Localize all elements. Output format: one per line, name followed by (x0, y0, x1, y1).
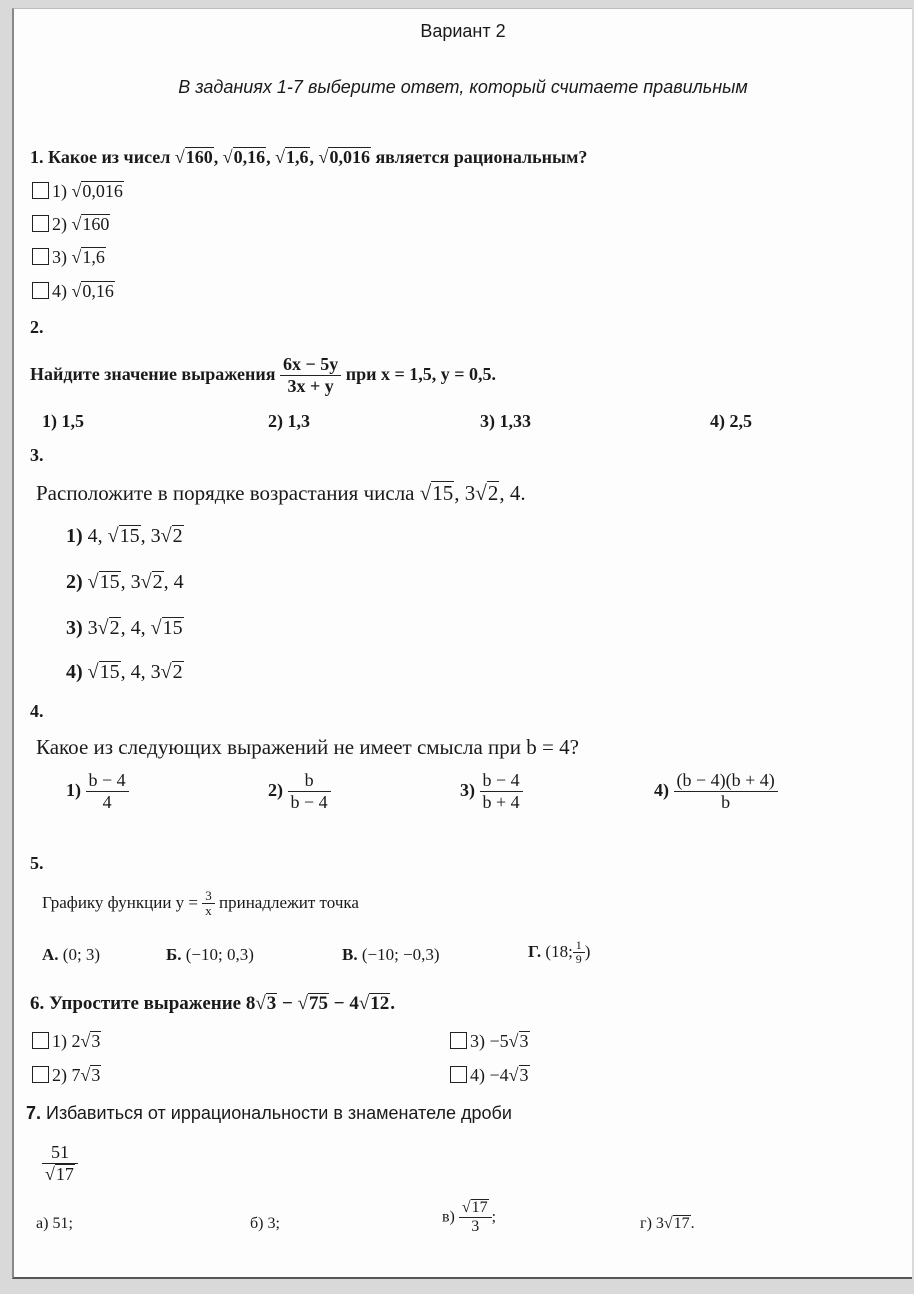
option-value: 3; (267, 1215, 280, 1232)
radicand: 15 (432, 481, 454, 505)
fraction (459, 1199, 492, 1236)
option-value: ) (584, 941, 591, 961)
question-number: 2. (30, 317, 44, 337)
option-value: ; (491, 1208, 497, 1226)
radicand: 17 (673, 1215, 690, 1232)
question-7 (26, 1103, 512, 1124)
option-4[interactable]: 4) √15, 4, 3√2 (66, 661, 183, 683)
question-4-text: Какое из следующих выражений не имеет смысла при b = 4? (36, 735, 579, 759)
answer-checkbox[interactable] (450, 1066, 467, 1083)
option-v[interactable] (342, 945, 440, 965)
question-2 (30, 355, 496, 396)
option-g[interactable]: г) 3√17. (640, 1215, 695, 1232)
radicand: 1,6 (82, 247, 105, 267)
denominator: x (202, 903, 215, 919)
option-b[interactable] (166, 945, 254, 965)
numerator: 3 (205, 888, 212, 903)
question-text: Расположите в порядке возрастания числа (36, 481, 415, 505)
term: , 4, (120, 617, 151, 639)
option-a[interactable] (42, 945, 100, 965)
question-number: 7. (26, 1103, 42, 1123)
option-label: а) (36, 1215, 49, 1232)
option-label: 4) (654, 779, 669, 800)
option-1[interactable]: 1) 4, √15, 3√2 (66, 525, 183, 547)
option-3[interactable]: 3) 3√2, 4, √15 (66, 617, 183, 639)
option-a[interactable] (36, 1215, 73, 1233)
denominator: 3 (459, 1217, 492, 1236)
option-2[interactable]: 2) 1,3 (268, 411, 310, 431)
radicand: 0,016 (82, 181, 123, 201)
radicand: 1,6 (286, 147, 309, 167)
question-number: 5. (30, 853, 44, 873)
worksheet-page (12, 8, 912, 1279)
radicand: 0,16 (82, 281, 114, 301)
answer-checkbox[interactable] (450, 1032, 467, 1049)
option-1[interactable] (66, 771, 129, 812)
option-label: 1) (66, 525, 83, 547)
term: −5 (489, 1031, 509, 1051)
fraction (280, 355, 341, 396)
option-label: 3) (460, 779, 475, 800)
denominator: b − 4 (288, 791, 331, 813)
fraction (202, 889, 215, 919)
radicand: 75 (309, 993, 329, 1014)
fraction (42, 1143, 78, 1184)
question-number: 1. (30, 147, 44, 167)
term: − 4 (329, 993, 359, 1014)
term: 3 (87, 617, 98, 639)
term: 3 (655, 1215, 664, 1232)
option-label: 1) (52, 1031, 67, 1051)
option-1[interactable]: 1) 1,5 (42, 411, 84, 431)
option-v[interactable] (442, 1199, 496, 1236)
option-label: 1) (66, 779, 81, 800)
question-text: Упростите выражение (49, 993, 242, 1014)
option-1[interactable]: 1) √0,016 (32, 181, 124, 202)
answer-checkbox[interactable] (32, 248, 49, 265)
option-3[interactable] (460, 771, 523, 812)
term: , 4 (163, 571, 184, 593)
term: − (277, 993, 298, 1014)
option-3[interactable]: 3) −5√3 (450, 1031, 530, 1052)
radicand: 2 (152, 571, 163, 593)
question-3: Расположите в порядке возрастания числа √15, 3√2, 4. (36, 481, 526, 505)
option-label: 3) (66, 617, 83, 639)
option-label: 2) (52, 1065, 67, 1085)
radicand: 2 (172, 525, 183, 547)
option-value: (−10; 0,3) (185, 945, 254, 964)
term: , 4, 3 (120, 661, 161, 683)
question-6: 6. Упростите выражение 8√3 − √75 − 4√12. (30, 993, 396, 1014)
numerator: √17 (461, 1199, 488, 1216)
radicand: 0,016 (329, 147, 370, 167)
question-text: 4. (509, 481, 526, 505)
option-label: б) (250, 1215, 264, 1232)
option-g[interactable] (528, 939, 590, 967)
question-number: 6. (30, 993, 45, 1014)
option-label: В. (342, 945, 358, 964)
numerator: 1 (575, 938, 582, 952)
question-text: является рациональным? (375, 147, 588, 167)
answer-checkbox[interactable] (32, 215, 49, 232)
option-label: 2) (52, 214, 67, 234)
radicand: 2 (172, 661, 183, 683)
option-4[interactable]: 4) 2,5 (710, 411, 752, 431)
fraction (86, 771, 129, 812)
option-2[interactable]: 2) √160 (32, 214, 110, 235)
radicand: 15 (99, 571, 120, 593)
option-label: 3) (470, 1031, 485, 1051)
option-value: (0; 3) (62, 945, 101, 964)
option-4[interactable]: 4) √0,16 (32, 281, 115, 302)
question-5 (42, 889, 359, 919)
radicand: 15 (99, 661, 120, 683)
question-text: Какое из чисел (48, 147, 171, 167)
fraction (674, 771, 778, 812)
radicand: 12 (370, 993, 390, 1014)
option-label: 4) (470, 1065, 485, 1085)
option-2[interactable]: 2) √15, 3√2, 4 (66, 571, 184, 593)
page-title: Вариант 2 (420, 21, 506, 41)
denominator: b + 4 (480, 791, 523, 813)
denominator: 3x + y (280, 375, 341, 397)
option-1[interactable]: 1) 2√3 (32, 1031, 101, 1052)
term: . (390, 993, 396, 1014)
radicand: 3 (91, 1031, 101, 1051)
fraction (288, 771, 331, 812)
option-label: Б. (166, 945, 182, 964)
term: −4 (489, 1065, 509, 1085)
term: , 3 (120, 571, 141, 593)
option-4[interactable] (654, 771, 778, 812)
question-text: Найдите значение выражения (30, 363, 276, 384)
radicand: 3 (519, 1065, 529, 1085)
option-3[interactable]: 3) 1,33 (480, 411, 531, 431)
fraction (573, 939, 585, 967)
option-3[interactable]: 3) √1,6 (32, 247, 106, 268)
fraction (480, 771, 523, 812)
radicand: 160 (185, 147, 213, 167)
denominator: b (674, 791, 778, 813)
denominator: √17 (42, 1163, 78, 1185)
radicand: 15 (119, 525, 140, 547)
radicand: 17 (471, 1199, 488, 1216)
term: , 3 (140, 525, 161, 547)
radicand: 15 (162, 617, 183, 639)
term: 4, (87, 525, 108, 547)
radicand: 3 (266, 993, 277, 1014)
condition-text: при x = 1,5, y = 0,5. (345, 363, 497, 384)
numerator: 6x − 5y (283, 354, 339, 374)
answer-checkbox[interactable] (32, 1032, 49, 1049)
term: 8 (245, 993, 256, 1014)
question-text: принадлежит точка (219, 893, 359, 913)
radicand: 160 (82, 214, 110, 234)
option-label: 1) (52, 181, 67, 201)
numerator: (b − 4)(b + 4) (676, 770, 775, 790)
numerator: b − 4 (482, 770, 520, 790)
numerator: b (304, 770, 314, 790)
option-label: 2) (66, 571, 83, 593)
option-label: в) (442, 1208, 455, 1226)
radicand: 2 (487, 481, 499, 505)
option-label: 4) (52, 281, 67, 301)
option-value: (−10; −0,3) (361, 945, 440, 964)
option-b[interactable] (250, 1215, 280, 1233)
numerator: 51 (50, 1142, 69, 1162)
option-value: 51; (52, 1215, 73, 1232)
answer-checkbox[interactable] (32, 1066, 49, 1083)
question-1: 1. Какое из чисел √160, √0,16, √1,6, √0,016 является рациональным? (30, 147, 588, 167)
answer-checkbox[interactable] (32, 282, 49, 299)
radicand: 17 (55, 1163, 74, 1184)
radicand: 3 (519, 1031, 529, 1051)
option-2[interactable]: 2) 7√3 (32, 1065, 101, 1086)
term: 2 (71, 1031, 81, 1051)
radicand: 0,16 (233, 147, 266, 167)
question-text: Графику функции y = (42, 893, 199, 913)
radicand: 3 (91, 1065, 101, 1085)
option-4[interactable]: 4) −4√3 (450, 1065, 530, 1086)
numerator: b − 4 (88, 770, 126, 790)
question-number: 4. (30, 701, 44, 721)
option-label: Г. (528, 941, 542, 961)
option-label: 3) (52, 247, 67, 267)
option-value: (18; (545, 941, 573, 961)
option-label: 2) (268, 779, 283, 800)
denominator: 4 (86, 791, 129, 813)
radicand: 2 (109, 617, 120, 639)
question-7-fraction (42, 1143, 78, 1184)
option-2[interactable] (268, 771, 331, 812)
option-label: г) (640, 1215, 652, 1232)
answer-checkbox[interactable] (32, 182, 49, 199)
option-value: . (690, 1215, 695, 1232)
instruction-text: В заданиях 1-7 выберите ответ, который считаете правильным (178, 77, 748, 97)
question-number: 3. (30, 445, 44, 465)
option-label: 4) (66, 661, 83, 683)
denominator: 9 (573, 952, 585, 967)
question-text: Избавиться от иррациональности в знаменателе дроби (46, 1103, 512, 1123)
option-label: А. (42, 945, 59, 964)
term: 7 (71, 1065, 81, 1085)
